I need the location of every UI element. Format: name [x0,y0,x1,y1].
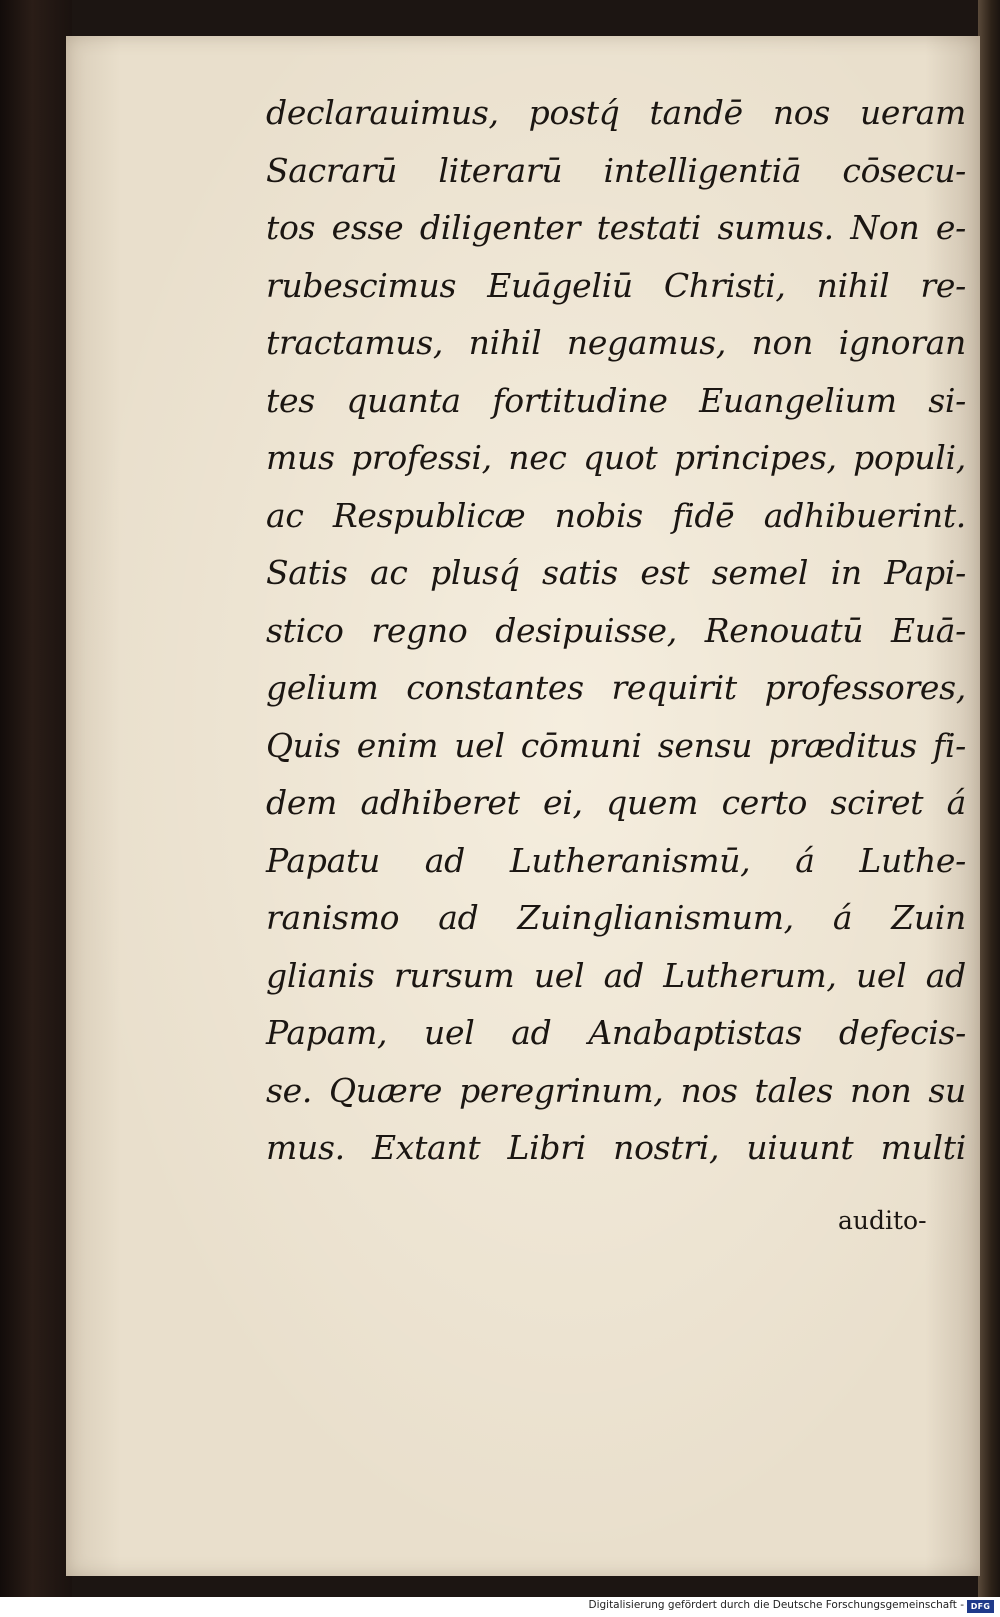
text-line: tes quanta fortitudine Euangelium si- [266,380,966,420]
text-line: Papam, uel ad Anabaptistas defecis- [266,1013,966,1052]
catchword: audito- [838,1206,927,1235]
text-line: ranismo ad Zuinglianismum, á Zuin [266,898,966,937]
text-line: Quis enim uel cōmuni sensu præditus fi- [266,725,966,765]
footer-bar [0,1597,1000,1617]
page-edge [978,0,1000,1600]
funding-credit: Digitalisierung gefördert durch die Deutsche Forschungsgemeinschaft - [588,1599,964,1611]
book-page [66,36,980,1576]
text-line: Sacrarū literarū intelligentiā cōsecu- [266,150,966,190]
text-line: mus. Extant Libri nostri, uiuunt multi [266,1128,966,1167]
text-line: tos esse diligenter testati sumus. Non e- [266,208,966,247]
text-line: declarauimus, postq́ tandē nos ueram [266,93,966,132]
text-line: rubescimus Euāgeliū Christi, nihil re- [266,265,966,305]
text-line: gelium constantes requirit professores, [266,668,966,707]
text-line: se. Quære peregrinum, nos tales non su [266,1070,966,1110]
text-line: Satis ac plusq́ satis est semel in Papi- [266,553,966,592]
book-binding [0,0,72,1600]
text-line: ac Respublicæ nobis fidē adhibuerint. [266,495,966,535]
text-line: tractamus, nihil negamus, non ignoran [266,323,966,362]
text-block [266,84,966,1177]
dfg-logo-icon: DFG [967,1600,994,1613]
text-line: glianis rursum uel ad Lutherum, uel ad [266,955,966,995]
text-line: mus professi, nec quot principes, populi, [266,438,966,477]
text-line: dem adhiberet ei, quem certo sciret á [266,783,966,822]
text-line: Papatu ad Lutheranismū, á Luthe- [266,840,966,880]
text-line: stico regno desipuisse, Renouatū Euā- [266,610,966,650]
